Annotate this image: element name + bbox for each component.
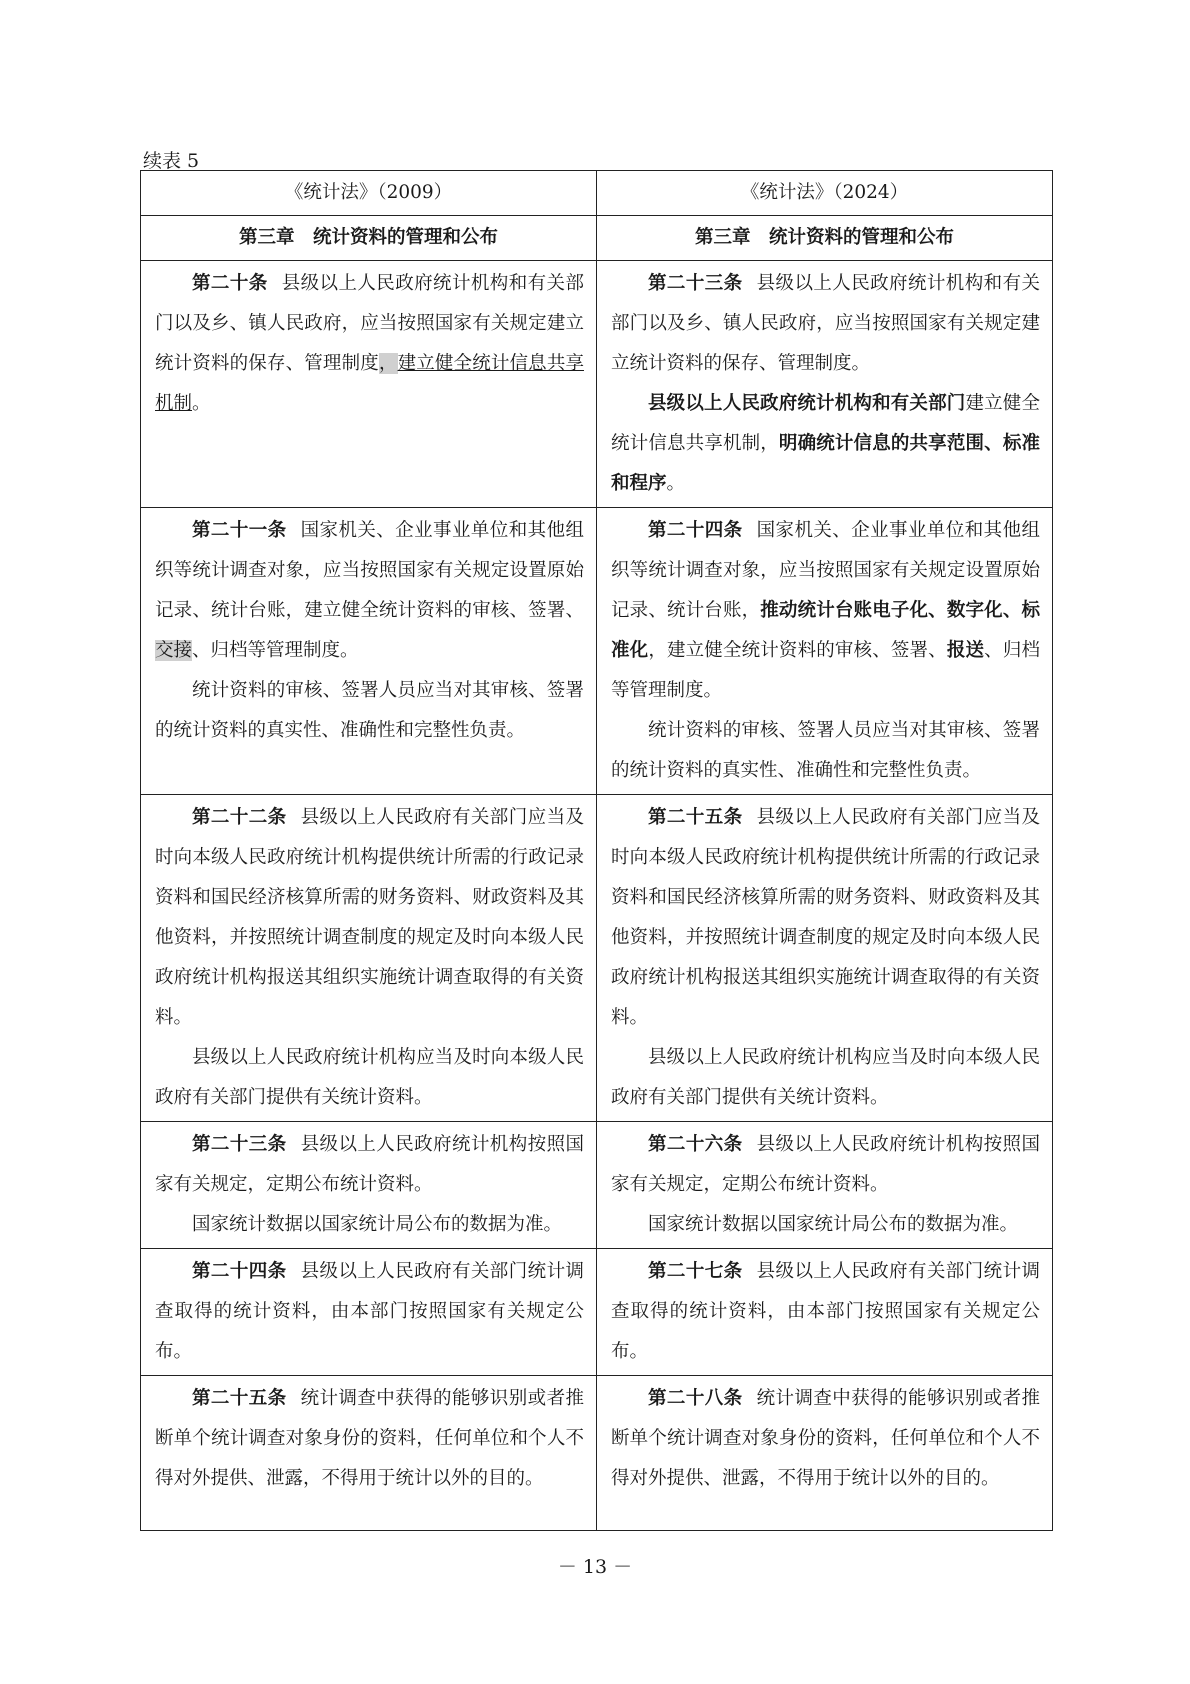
- added-text: 县级以上人民政府统计机构和有关部门: [648, 393, 966, 414]
- page-number: － 13 －: [557, 1556, 633, 1578]
- article-number: 第二十八条: [648, 1388, 743, 1409]
- article-paragraph: [611, 1205, 1040, 1245]
- article-cell-2009: [141, 1376, 597, 1531]
- article-paragraph: [611, 1379, 1040, 1499]
- article-paragraph: [155, 1125, 584, 1205]
- article-text: 统计调查中获得的能够识别或者推断单个统计调查对象身份的资料，任何单位和个人不得对外提供、泄露，不得用于统计以外的目的。: [611, 1388, 1040, 1489]
- article-paragraph: [611, 711, 1040, 791]
- article-number: 第二十四条: [192, 1261, 287, 1282]
- article-paragraph: [611, 798, 1040, 1038]
- header-2024: 《统计法》（2024）: [597, 171, 1053, 216]
- article-cell-2024: [597, 1376, 1053, 1531]
- article-number: 第二十六条: [648, 1134, 743, 1155]
- article-text: 县级以上人民政府有关部门应当及时向本级人民政府统计机构提供统计所需的行政记录资料和国民经济核算所需的财务资料、财政资料及其他资料，并按照统计调查制度的规定及时向本级人民政府统计机构报送其组织实施统计调查取得的有关资料。: [611, 807, 1040, 1028]
- article-cell-2009: [141, 795, 597, 1122]
- article-paragraph: [611, 1252, 1040, 1372]
- article-text: 国家统计数据以国家统计局公布的数据为准。: [648, 1214, 1019, 1235]
- article-paragraph: [611, 511, 1040, 711]
- article-row: [141, 508, 1053, 795]
- article-row: [141, 1376, 1053, 1531]
- table-caption: 续表 5: [143, 150, 200, 172]
- article-text: 。: [192, 393, 211, 414]
- article-text: 统计调查中获得的能够识别或者推断单个统计调查对象身份的资料，任何单位和个人不得对外提供、泄露，不得用于统计以外的目的。: [155, 1388, 584, 1489]
- article-number: 第二十四条: [648, 520, 743, 541]
- moved-text: 建立健全统计信息共享机制: [155, 353, 584, 414]
- article-cell-2024: [597, 1122, 1053, 1249]
- article-text: 。: [666, 473, 686, 494]
- article-text: 县级以上人民政府统计机构和有关部门以及乡、镇人民政府，应当按照国家有关规定建立统计资料的保存、管理制度。: [611, 273, 1040, 374]
- article-cell-2009: [141, 508, 597, 795]
- article-text: 统计资料的审核、签署人员应当对其审核、签署的统计资料的真实性、准确性和完整性负责。: [155, 680, 584, 741]
- article-paragraph: [155, 264, 584, 424]
- article-text: 、归档等管理制度。: [611, 640, 1040, 701]
- article-text: 县级以上人民政府有关部门统计调查取得的统计资料，由本部门按照国家有关规定公布。: [155, 1261, 584, 1362]
- article-text: 国家机关、企业事业单位和其他组织等统计调查对象，应当按照国家有关规定设置原始记录、统计台账，: [611, 520, 1040, 621]
- article-text: 县级以上人民政府有关部门应当及时向本级人民政府统计机构提供统计所需的行政记录资料和国民经济核算所需的财务资料、财政资料及其他资料，并按照统计调查制度的规定及时向本级人民政府统计机构报送其组织实施统计调查取得的有关资料。: [155, 807, 584, 1028]
- article-text: 国家统计数据以国家统计局公布的数据为准。: [192, 1214, 563, 1235]
- version-header-row: [141, 171, 1053, 216]
- article-cell-2024: [597, 1249, 1053, 1376]
- article-paragraph: [155, 1252, 584, 1372]
- removed-text: ，: [378, 353, 398, 374]
- article-paragraph: [611, 384, 1040, 504]
- article-text: 县级以上人民政府统计机构应当及时向本级人民政府有关部门提供有关统计资料。: [611, 1047, 1040, 1108]
- article-text: 县级以上人民政府统计机构按照国家有关规定，定期公布统计资料。: [155, 1134, 584, 1195]
- added-text: 推动统计台账电子化、数字化、标准化: [611, 600, 1040, 661]
- removed-text: 交接: [155, 640, 193, 661]
- article-cell-2009: [141, 261, 597, 508]
- chapter-row: [141, 216, 1053, 261]
- article-text: 县级以上人民政府有关部门统计调查取得的统计资料，由本部门按照国家有关规定公布。: [611, 1261, 1040, 1362]
- article-paragraph: [155, 511, 584, 671]
- article-number: 第二十条: [192, 273, 268, 294]
- article-text: 国家机关、企业事业单位和其他组织等统计调查对象，应当按照国家有关规定设置原始记录、统计台账，建立健全统计资料的审核、签署、: [155, 520, 584, 621]
- article-cell-2009: [141, 1249, 597, 1376]
- article-cell-2024: [597, 795, 1053, 1122]
- article-paragraph: [155, 1038, 584, 1118]
- article-number: 第二十三条: [648, 273, 743, 294]
- article-number: 第二十二条: [192, 807, 287, 828]
- article-text: 、归档等管理制度。: [192, 640, 359, 661]
- article-cell-2009: [141, 1122, 597, 1249]
- article-number: 第二十七条: [648, 1261, 743, 1282]
- added-text: 报送: [946, 640, 985, 661]
- article-paragraph: [155, 1379, 584, 1499]
- article-number: 第二十三条: [192, 1134, 287, 1155]
- article-paragraph: [611, 1038, 1040, 1118]
- article-text: 县级以上人民政府统计机构按照国家有关规定，定期公布统计资料。: [611, 1134, 1040, 1195]
- article-cell-2024: [597, 508, 1053, 795]
- article-rows: [141, 261, 1053, 1531]
- article-text: 建立健全统计信息共享机制，: [611, 393, 1040, 454]
- header-2009: 《统计法》（2009）: [141, 171, 597, 216]
- article-number: 第二十五条: [192, 1388, 287, 1409]
- article-row: [141, 1249, 1053, 1376]
- article-cell-2024: [597, 261, 1053, 508]
- article-paragraph: [155, 798, 584, 1038]
- article-number: 第二十一条: [192, 520, 287, 541]
- added-text: 明确统计信息的共享范围、标准和程序: [611, 433, 1040, 494]
- article-row: [141, 795, 1053, 1122]
- chapter-title-2009: 第三章 统计资料的管理和公布: [141, 216, 597, 261]
- article-paragraph: [611, 1125, 1040, 1205]
- article-text: 统计资料的审核、签署人员应当对其审核、签署的统计资料的真实性、准确性和完整性负责。: [611, 720, 1040, 781]
- article-row: [141, 1122, 1053, 1249]
- comparison-table: [140, 170, 1053, 1531]
- article-text: 县级以上人民政府统计机构应当及时向本级人民政府有关部门提供有关统计资料。: [155, 1047, 584, 1108]
- article-row: [141, 261, 1053, 508]
- article-paragraph: [611, 264, 1040, 384]
- article-paragraph: [155, 671, 584, 751]
- article-text: 县级以上人民政府统计机构和有关部门以及乡、镇人民政府，应当按照国家有关规定建立统计资料的保存、管理制度: [155, 273, 584, 374]
- article-number: 第二十五条: [648, 807, 743, 828]
- article-paragraph: [155, 1205, 584, 1245]
- article-text: ，建立健全统计资料的审核、签署、: [648, 640, 947, 661]
- chapter-title-2024: 第三章 统计资料的管理和公布: [597, 216, 1053, 261]
